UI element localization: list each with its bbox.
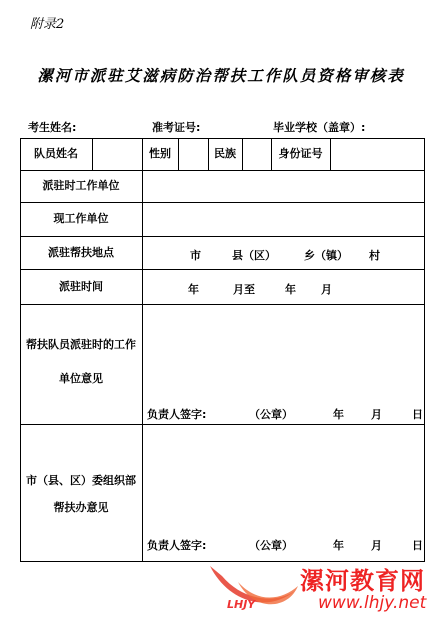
unit-opinion-label-1: 帮扶队员派驻时的工作	[26, 338, 136, 351]
form-title: 漯河市派驻艾滋病防治帮扶工作队员资格审核表	[37, 66, 405, 85]
col-divider	[242, 138, 243, 170]
watermark-url: www.lhjy.net	[318, 593, 427, 613]
label-column-divider	[142, 170, 143, 561]
time-month-end: 月	[321, 283, 332, 296]
dispatch-unit-label: 派驻时工作单位	[42, 179, 120, 192]
unit-date-month: 月	[371, 408, 382, 421]
review-form-table	[20, 138, 425, 562]
watermark-logo-text: LHJY	[227, 598, 256, 611]
location-township: 乡（镇）	[304, 249, 348, 262]
org-date-day: 日	[412, 539, 423, 552]
gender-label: 性别	[149, 147, 171, 160]
aid-location-label: 派驻帮扶地点	[48, 245, 114, 259]
col-divider	[178, 138, 179, 170]
unit-date-year: 年	[333, 408, 344, 421]
table-border-right	[424, 138, 425, 562]
annex-label: 附录2	[30, 17, 65, 32]
time-year-start: 年	[188, 283, 199, 296]
org-date-month: 月	[371, 539, 382, 552]
watermark-site-name: 漯河教育网	[300, 567, 425, 595]
unit-seal-label: （公章）	[249, 408, 293, 421]
exam-number-label: 准考证号:	[152, 121, 201, 134]
location-county: 县（区）	[232, 249, 276, 262]
current-unit-label: 现工作单位	[53, 212, 109, 225]
ethnicity-label: 民族	[214, 147, 236, 160]
org-signature-label: 负责人签字:	[147, 539, 207, 552]
time-year-end: 年	[285, 283, 296, 296]
org-seal-label: （公章）	[249, 539, 293, 552]
school-label: 毕业学校（盖章）:	[273, 121, 366, 134]
unit-signature-label: 负责人签字:	[147, 408, 207, 421]
org-opinion-label-1: 市（县、区）委组织部	[26, 474, 136, 487]
unit-date-day: 日	[412, 408, 423, 421]
unit-opinion-label-2: 单位意见	[59, 372, 103, 385]
dispatch-time-label: 派驻时间	[59, 279, 103, 293]
org-date-year: 年	[333, 539, 344, 552]
location-city: 市	[190, 249, 201, 262]
col-divider	[92, 138, 93, 170]
org-opinion-label-2: 帮扶办意见	[53, 501, 109, 514]
candidate-name-label: 考生姓名:	[28, 121, 77, 134]
member-name-label: 队员姓名	[34, 147, 78, 160]
time-month-to: 月至	[233, 283, 255, 296]
col-divider	[330, 138, 331, 170]
row-divider	[20, 424, 425, 425]
id-number-label: 身份证号	[278, 147, 323, 160]
location-village: 村	[369, 249, 380, 262]
row-divider	[20, 304, 425, 305]
